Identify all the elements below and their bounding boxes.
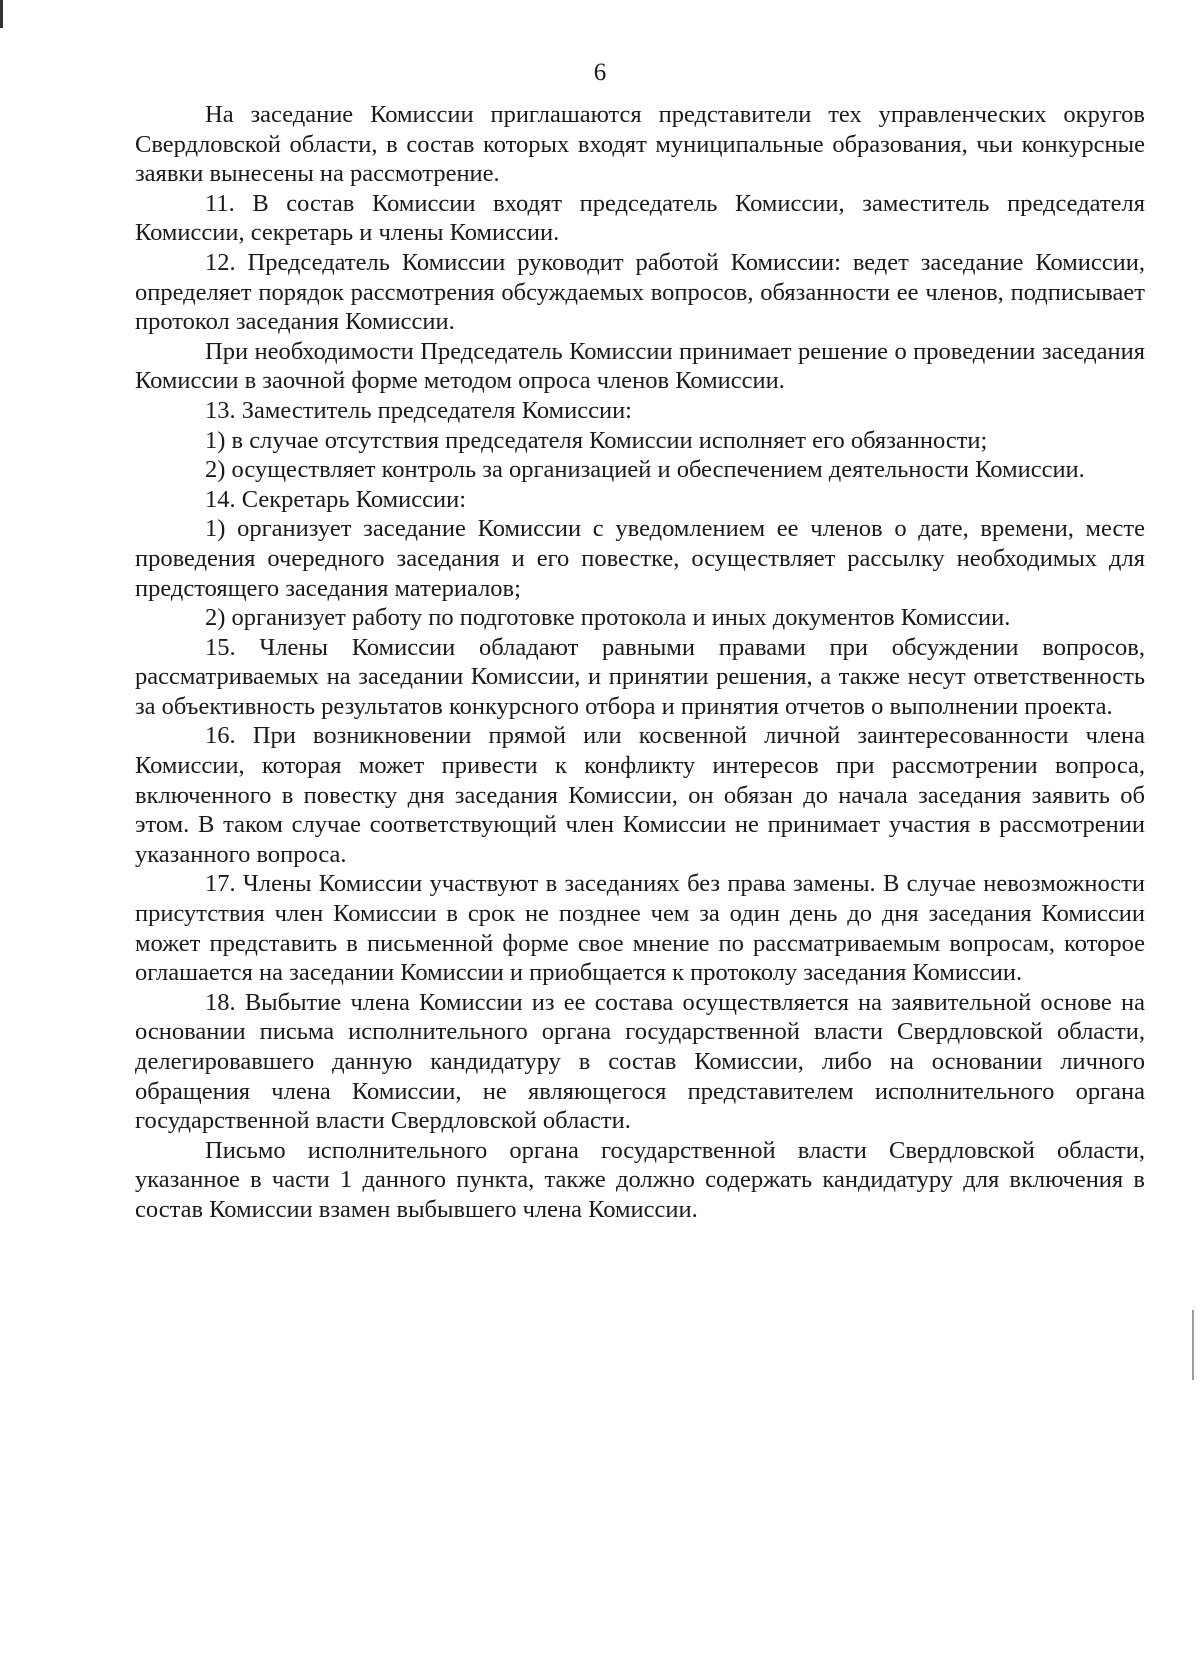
paragraph-11-composition: 11. В состав Комиссии входят председатель Комиссии, заместитель председателя Комиссии, секретарь и члены Комиссии. — [135, 189, 1145, 247]
paragraph-14-item-2: 2) организует работу по подготовке протокола и иных документов Комиссии. — [205, 604, 1011, 632]
paragraph-13-deputy: 13. Заместитель председателя Комиссии: — [205, 396, 632, 424]
paragraph-14-secretary: 14. Секретарь Комиссии: — [205, 485, 467, 513]
document-body — [135, 100, 1145, 1225]
paragraph-17-participation: 17. Члены Комиссии участвуют в заседаниях без права замены. В случае невозможности присутствия член Комиссии в срок не позднее чем за один день до дня заседания Комиссии может представить в письменной форме свое мнение по рассматриваемым вопросам, которое оглашается на заседании Комиссии и приобщается к протоколу заседания Комиссии. — [135, 870, 1145, 987]
paragraph-13-item-2: 2) осуществляет контроль за организацией и обеспечением деятельности Комиссии. — [205, 456, 1085, 484]
scan-edge-mark-right — [1192, 1310, 1194, 1380]
paragraph-14-item-1: 1) организует заседание Комиссии с уведомлением ее членов о дате, времени, месте проведения очередного заседания и его повестке, осуществляет рассылку необходимых для предстоящего заседания материалов; — [135, 515, 1145, 602]
paragraph-letter-replacement: Письмо исполнительного органа государственной власти Свердловской области, указанное в части 1 данного пункта, также должно содержать кандидатуру для включения в состав Комиссии взамен выбывшего члена Комиссии. — [135, 1136, 1145, 1223]
paragraph-12-chairman: 12. Председатель Комиссии руководит работой Комиссии: ведет заседание Комиссии, определяет порядок рассмотрения обсуждаемых вопросов, обязанности ее членов, подписывает протокол заседания Комиссии. — [135, 248, 1145, 336]
paragraph-13-item-1: 1) в случае отсутствия председателя Комиссии исполняет его обязанности; — [205, 426, 988, 454]
paragraph-16-conflict: 16. При возникновении прямой или косвенной личной заинтересованности члена Комиссии, которая может привести к конфликту интересов при рассмотрении вопроса, включенного в повестку дня заседания Комиссии, он обязан до начала заседания заявить об этом. В таком случае соответствующий член Комиссии не принимает участия в рассмотрении указанного вопроса. — [135, 722, 1145, 868]
paragraph-invitation: На заседание Комиссии приглашаются представители тех управленческих округов Свердловской области, в состав которых входят муниципальные образования, чьи конкурсные заявки вынесены на рассмотрение. — [135, 101, 1145, 188]
paragraph-18-withdrawal: 18. Выбытие члена Комиссии из ее состава осуществляется на заявительной основе на основании письма исполнительного органа государственной власти Свердловской области, делегировавшего данную кандидатуру в состав Комиссии, либо на основании личного обращения члена Комиссии, не являющегося представителем исполнительного органа государственной власти Свердловской области. — [135, 988, 1145, 1135]
page-number: 6 — [593, 59, 607, 86]
paragraph-15-members: 15. Члены Комиссии обладают равными правами при обсуждении вопросов, рассматриваемых на заседании Комиссии, и принятии решения, а также несут ответственность за объективность результатов конкурсного отбора и принятия отчетов о выполнении проекта. — [135, 633, 1145, 720]
paragraph-remote-meeting: При необходимости Председатель Комиссии принимает решение о проведении заседания Комиссии в заочной форме методом опроса членов Комиссии. — [135, 337, 1145, 395]
scan-edge-mark — [0, 0, 3, 28]
